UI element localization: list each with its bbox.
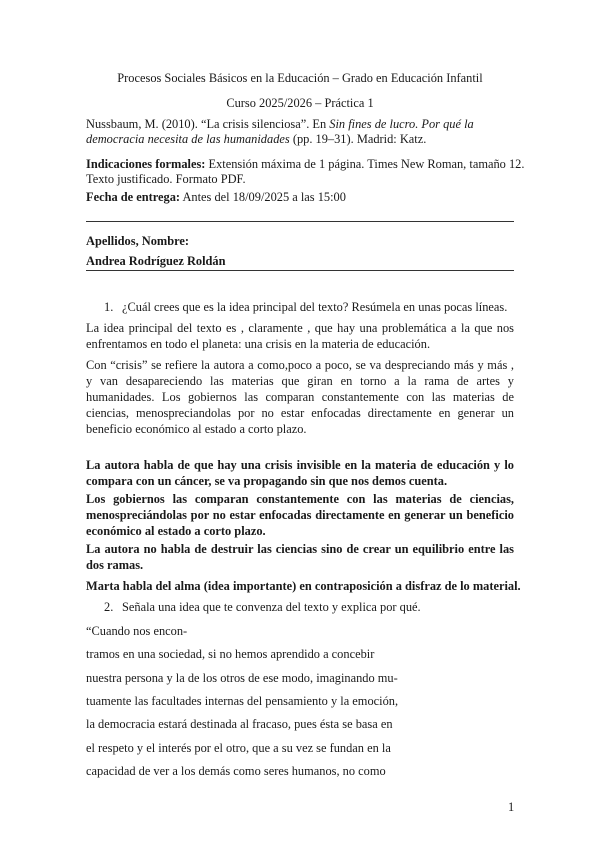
answer-1-paragraph-1: La idea principal del texto es , claramente , que hay una problemática a la que nos enfrentamos en todo el planeta: una crisis en la materia de educación. [86,321,514,351]
student-name: Andrea Rodríguez Roldán [86,254,226,268]
course-title: Procesos Sociales Básicos en la Educación – Grado en Educación Infantil [117,71,483,85]
quote-line: tuamente las facultades internas del pensamiento y la emoción, [86,694,399,708]
quote-line: capacidad de ver a los demás como seres humanos, no como [86,764,386,778]
question-1-number: 1. [104,300,114,314]
note-paragraph-1: La autora habla de que hay una crisis invisible en la materia de educación y lo compara con un cáncer, se va propagando sin que nos demos cuenta. [86,458,514,488]
divider-bottom [86,270,514,271]
instructions-label: Indicaciones formales: [86,157,206,171]
note-paragraph-4: Marta habla del alma (idea importante) en contraposición a disfraz de lo material. [86,579,521,593]
page-number: 1 [508,800,515,814]
book-title-2: democracia necesita de las humanidades [86,132,290,146]
student-label: Apellidos, Nombre: [86,234,190,248]
note-paragraph-3: La autora no habla de destruir las ciencias sino de crear un equilibrio entre las dos ramas. [86,542,514,572]
note-paragraph-2: Los gobiernos las comparan constantemente con las materias de ciencias, menospreciándolas por no estar enfocadas directamente en generar un beneficio económico al estado a corto plazo. [86,492,514,538]
quote-line: tramos en una sociedad, si no hemos aprendido a concebir [86,647,375,661]
question-2-number: 2. [104,600,114,614]
book-title-1: Sin fines de lucro. Por qué la [329,117,474,131]
deadline-label: Fecha de entrega: [86,190,181,204]
instructions-line-1 [86,156,524,172]
answer-1-paragraph-2: Con “crisis” se refiere la autora a como,poco a poco, se va despreciando más y más , y van desapareciendo las materias que giran en torno a la rama de artes y humanidades. Los gobiernos las comparan constantemente con las materias de ciencias, menospreciandolas por no estar enfocadas directamente en generar un beneficio económico al estado a corto plazo. [86,358,514,436]
deadline-value: Antes del 18/09/2025 a las 15:00 [180,190,346,204]
reference-text-2: (pp. 19–31). Madrid: Katz. [289,132,427,146]
quote-line: la democracia estará destinada al fracaso, pues ésta se basa en [86,717,393,731]
course-year: Curso 2025/2026 – Práctica 1 [226,96,374,110]
quote-line: nuestra persona y la de los otros de ese modo, imaginando mu- [86,671,398,685]
instructions-text-2: Texto justificado. Formato PDF. [86,172,246,186]
reference-line-2 [86,131,426,147]
deadline-line [86,189,346,205]
reference-line-1 [86,116,474,132]
quote-line: “Cuando nos encon- [86,624,188,638]
question-2-text: Señala una idea que te convenza del texto y explica por qué. [122,600,421,614]
quote-line: el respeto y el interés por el otro, que a su vez se fundan en la [86,741,391,755]
reference-text-1: Nussbaum, M. (2010). “La crisis silenciosa”. En [86,117,330,131]
question-1-text: ¿Cuál crees que es la idea principal del texto? Resúmela en unas pocas líneas. [122,300,508,314]
instructions-text-1: Extensión máxima de 1 página. Times New Roman, tamaño 12. [205,157,525,171]
divider-top [86,221,514,222]
